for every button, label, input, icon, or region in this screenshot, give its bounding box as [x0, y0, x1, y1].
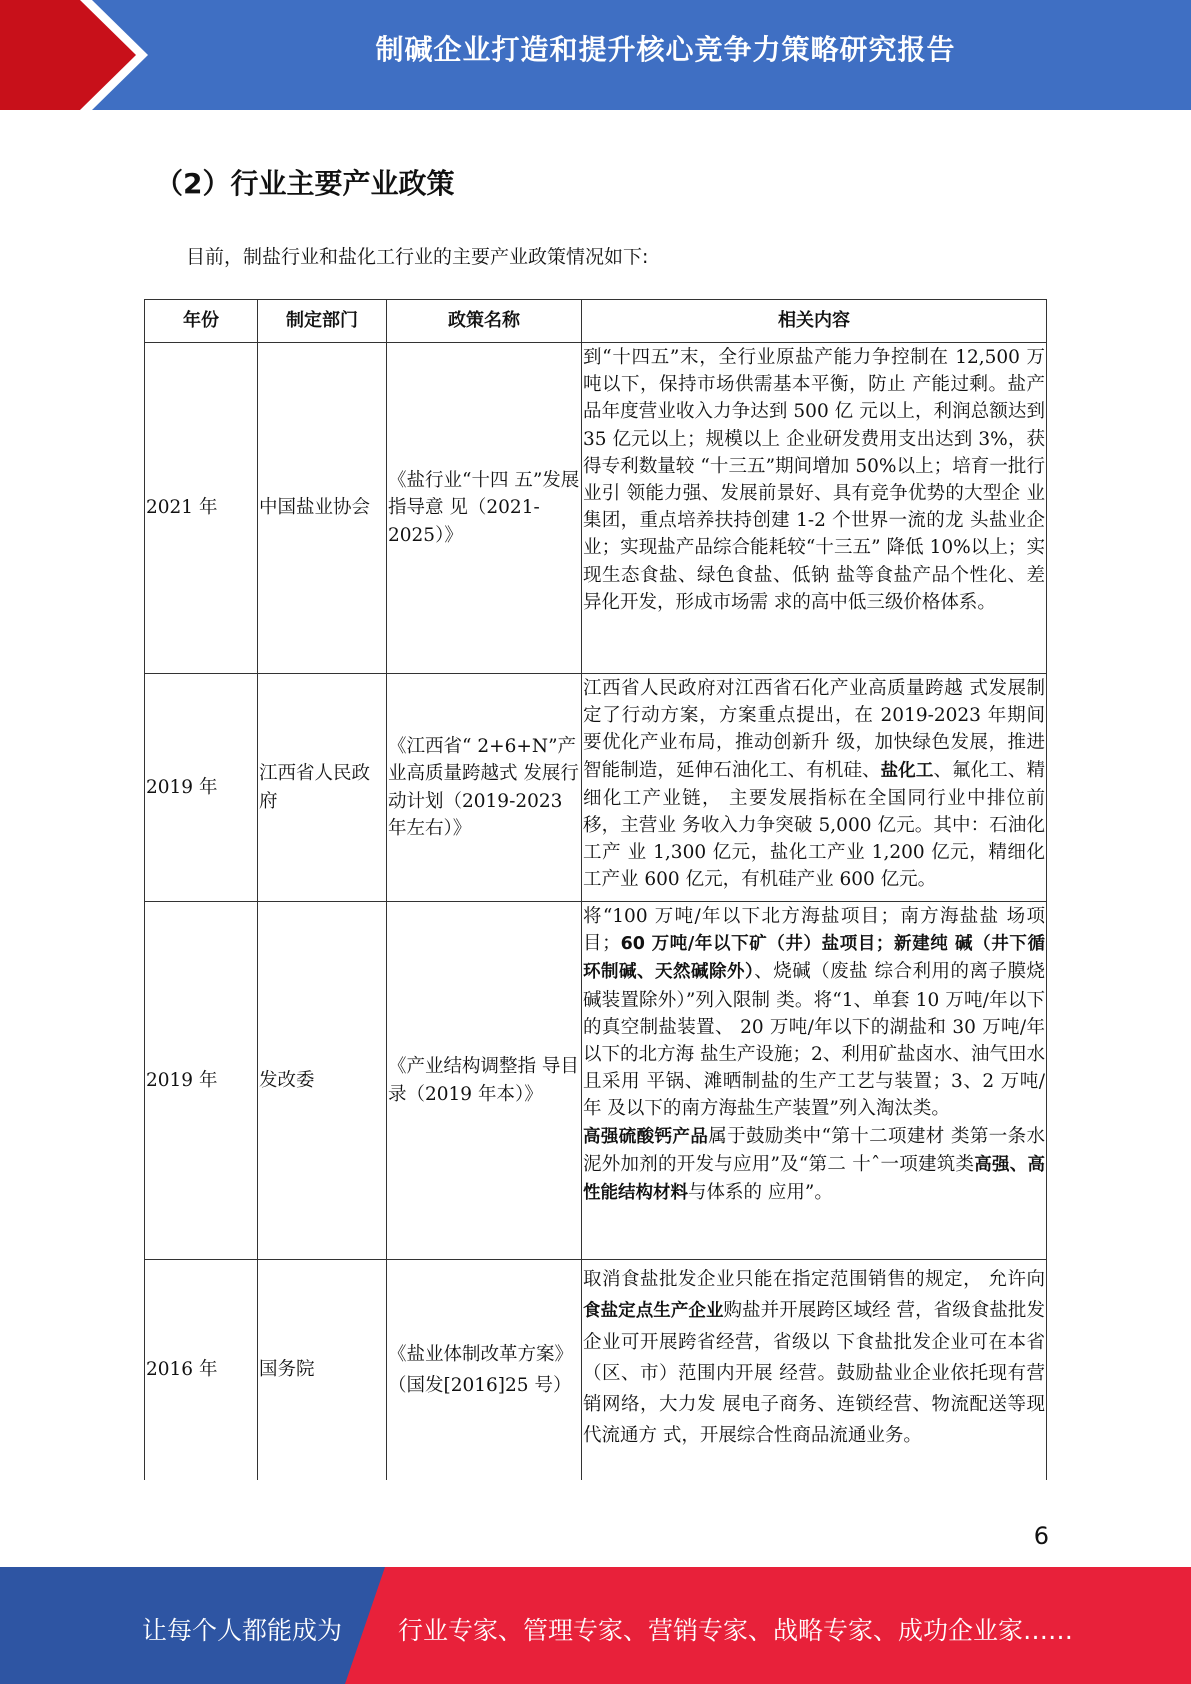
content-text: 江西省人民政府对江西省石化产业高质量跨越 式发展制定了行动方案，方案重点提出，在 2019-2023 年期间要优化产业布局，推动创新升 级，加快绿色发展，推进智能制造，延伸石油化工、有机硅、 [583, 678, 1045, 781]
content-text: 将“100 万吨/年以下北方海盐项目；南方海盐盐 场项目； [583, 906, 1045, 955]
cell-year: 2021 年 [145, 343, 258, 674]
header-year: 年份 [145, 300, 258, 343]
content-bold-text: 高强、高性能结构材料 [583, 1154, 1045, 1204]
content-text: 与体系的 应用”。 [688, 1182, 833, 1204]
table-row [145, 1260, 1047, 1481]
footer-slogan-right: 行业专家、管理专家、营销专家、战略专家、成功企业家…… [398, 1616, 1074, 1645]
header-content: 相关内容 [582, 300, 1047, 343]
table-row [145, 902, 1047, 1260]
table-row [145, 343, 1047, 674]
page-number: 6 [1033, 1522, 1049, 1550]
cell-policy-name: 《江西省“ 2+6+N”产业高质量跨越式 发展行动计划（2019-2023 年左右）》 [387, 674, 582, 902]
header-policy-name: 政策名称 [387, 300, 582, 343]
cell-year: 2019 年 [145, 674, 258, 902]
table-row [145, 674, 1047, 902]
cell-content [582, 343, 1047, 674]
cell-content [582, 674, 1047, 902]
content-text: 取消食盐批发企业只能在指定范围销售的规定， 允许向 [583, 1269, 1045, 1290]
cell-content [582, 1260, 1047, 1481]
footer-banner [0, 1567, 1191, 1684]
cell-year: 2016 年 [145, 1260, 258, 1481]
content-text: 、氟化工、精细化工产业链， 主要发展指标在全国同行业中排位前移，主营业 务收入力争突破 5,000 亿元。其中：石油化工产 业 1,300 亿元，盐化工产业 1,200 亿元，精细化 工产业 600 亿元，有机硅产业 600 亿元。 [583, 759, 1045, 891]
content-bold-text: 高强硫酸钙产品 [583, 1126, 709, 1147]
intro-text: 目前，制盐行业和盐化工行业的主要产业政策情况如下: [186, 246, 649, 268]
cell-dept: 发改委 [258, 902, 387, 1260]
policy-table [144, 299, 1047, 1480]
content-bold-text: 60 万吨/年以下矿（井）盐项目；新建纯 碱（井下循环制碱、天然碱除外） [583, 934, 1045, 983]
content-bold-text: 盐化工 [880, 760, 934, 781]
cell-policy-name: 《产业结构调整指 导目录（2019 年本）》 [387, 902, 582, 1260]
header-dept: 制定部门 [258, 300, 387, 343]
footer-slogan-left: 让每个人都能成为 [142, 1616, 343, 1645]
cell-year: 2019 年 [145, 902, 258, 1260]
content-text: 到“十四五”末，全行业原盐产能力争控制在 12,500 万吨以下，保持市场供需基本平衡，防止 产能过剩。盐产品年度营业收入力争达到 500 亿 元以上，利润总额达到 35 亿元以上；规模以上 企业研发费用支出达到 3%，获得专利数量较 “十三五”期间增加 50%以上；培育一批行业引 领能力强、发展前景好、具有竞争优势的大型企 业集团，重点培养扶持创建 1-2 个世界一流的龙 头盐业企业；实现盐产品综合能耗较“十三五” 降低 10%以上；实现生态食盐、绿色食盐、低钠 盐等食盐产品个性化、差异化开发，形成市场需 求的高中低三级价格体系。 [583, 347, 1045, 613]
table-header-row [145, 300, 1047, 343]
cell-policy-name: 《盐业体制改革方案》（国发[2016]25 号） [387, 1260, 582, 1481]
header-banner [0, 0, 1191, 110]
cell-dept: 江西省人民政府 [258, 674, 387, 902]
content-text: 属于鼓励类中“第十二项建材 类第一条水泥外加剂的开发与应用”及“第二 十ˆ一项建筑类 [583, 1125, 1046, 1175]
content-bold-text: 食盐定点生产企业 [583, 1301, 724, 1321]
cell-policy-name: 《盐行业“十四 五”发展指导意 见（2021-2025）》 [387, 343, 582, 674]
header-arrow-icon [0, 0, 160, 110]
content-text: 、烧碱（废盐 综合利用的离子膜烧碱装置除外）”列入限制 类。将“1、单套 10 万吨/年以下的真空制盐装置、 20 万吨/年以下的湖盐和 30 万吨/年以下的北方海 盐生产设施；2、利用矿盐卤水、油气田水且采用 平锅、滩晒制盐的生产工艺与装置；3、2 万吨/年 及以下的南方海盐生产装置”列入淘汰类。 [583, 961, 1046, 1120]
cell-content [582, 902, 1047, 1260]
cell-dept: 中国盐业协会 [258, 343, 387, 674]
section-heading: （2）行业主要产业政策 [155, 167, 455, 200]
cell-dept: 国务院 [258, 1260, 387, 1481]
header-title: 制碱企业打造和提升核心竞争力策略研究报告 [375, 33, 956, 66]
content-text: 购盐并开展跨区域经 营，省级食盐批发企业可开展跨省经营，省级以 下食盐批发企业可在本省（区、市）范围内开展 经营。鼓励盐业企业依托现有营销网络，大力发 展电子商务、连锁经营、物流配送等现代流通方 式，开展综合性商品流通业务。 [583, 1300, 1045, 1446]
